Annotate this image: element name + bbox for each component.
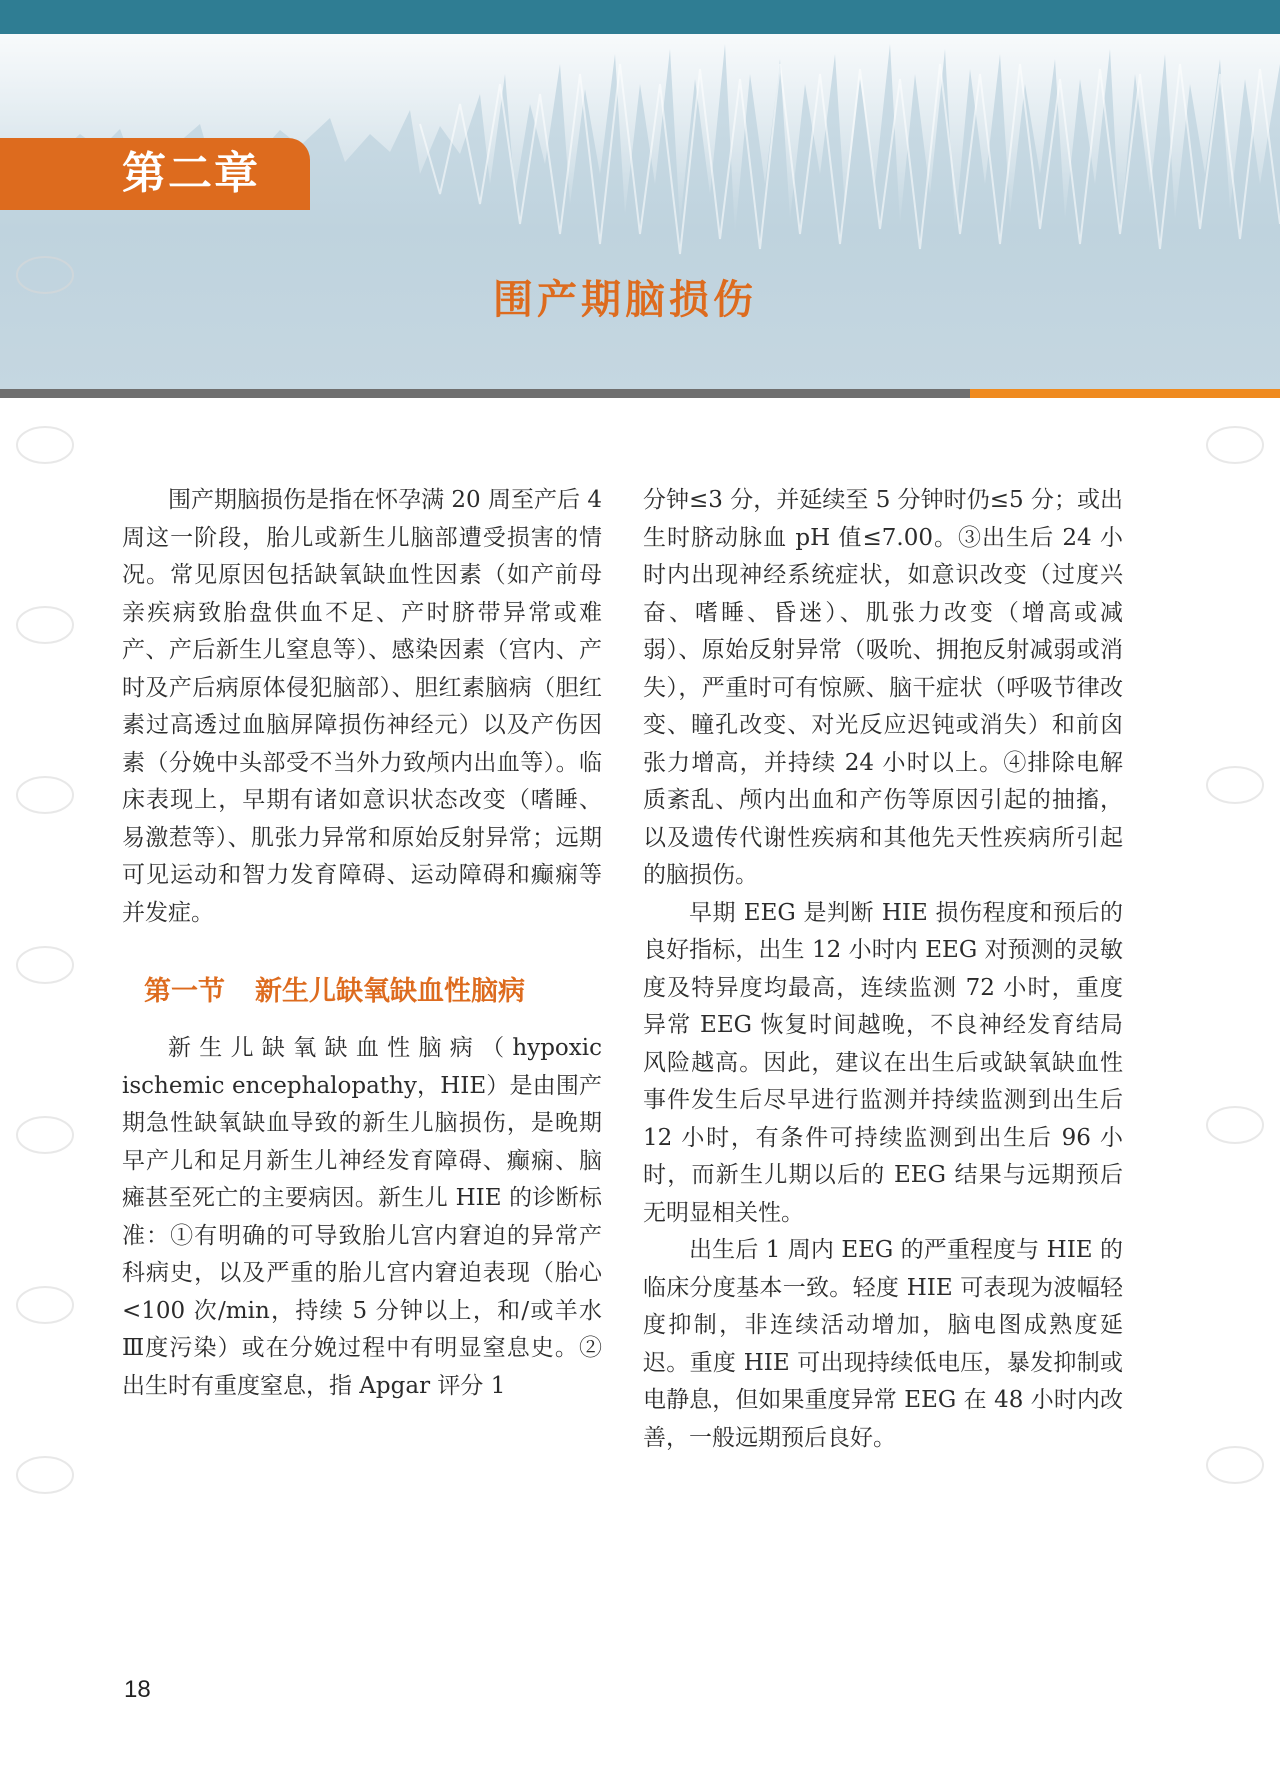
- diagnosis-continuation-paragraph: 分钟≤3 分，并延续至 5 分钟时仍≤5 分；或出生时脐动脉血 pH 值≤7.00。③出生后 24 小时内出现神经系统症状，如意识改变（过度兴奋、嗜睡、昏迷）、肌张力改变（增高或减弱）、原始反射异常（吸吮、拥抱反射减弱或消失），严重时可有惊厥、脑干症状（呼吸节律改变、瞳孔改变、对光反应迟钝或消失）和前囟张力增高，并持续 24 小时以上。④排除电解质紊乱、颅内出血和产伤等原因引起的抽搐，以及遗传代谢性疾病和其他先天性疾病所引起的脑损伤。: [643, 487, 1123, 888]
- top-color-bar: [0, 0, 1280, 34]
- right-text-column: [643, 482, 1123, 1457]
- page-number: 18: [124, 1676, 151, 1703]
- header-rule-orange: [970, 389, 1280, 398]
- section-number: 第一节: [144, 976, 225, 1007]
- section-heading: [144, 972, 602, 1012]
- left-text-column: [122, 482, 602, 1405]
- section-title: 新生儿缺氧缺血性脑病: [255, 976, 525, 1007]
- intro-paragraph: 围产期脑损伤是指在怀孕满 20 周至产后 4 周这一阶段，胎儿或新生儿脑部遭受损害的情况。常见原因包括缺氧缺血性因素（如产前母亲疾病致胎盘供血不足、产时脐带异常或难产、产后新生儿窒息等）、感染因素（宫内、产时及产后病原体侵犯脑部）、胆红素脑病（胆红素过高透过血脑屏障损伤神经元）以及产伤因素（分娩中头部受不当外力致颅内出血等）。临床表现上，早期有诸如意识状态改变（嗜睡、易激惹等）、肌张力异常和原始反射异常；远期可见运动和智力发育障碍、运动障碍和癫痫等并发症。: [122, 487, 602, 926]
- eeg-paragraph-1: 早期 EEG 是判断 HIE 损伤程度和预后的良好指标，出生 12 小时内 EEG 对预测的灵敏度及特异度均最高，连续监测 72 小时，重度异常 EEG 恢复时间越晚，不良神经发育结局风险越高。因此，建议在出生后或缺氧缺血性事件发生后尽早进行监测并持续监测到出生后 12 小时，有条件可持续监测到出生后 96 小时，而新生儿期以后的 EEG 结果与远期预后无明显相关性。: [643, 899, 1123, 1226]
- chapter-title: 围产期脑损伤: [493, 277, 757, 323]
- chapter-header-band: [0, 34, 1280, 390]
- eeg-waveform-decoration: [0, 34, 1280, 390]
- hie-definition-paragraph: 新生儿缺氧缺血性脑病（hypoxic ischemic encephalopathy，HIE）是由围产期急性缺氧缺血导致的新生儿脑损伤，是晚期早产儿和足月新生儿神经发育障碍、癫痫、脑瘫甚至死亡的主要病因。新生儿 HIE 的诊断标准：①有明确的可导致胎儿宫内窘迫的异常产科病史，以及严重的胎儿宫内窘迫表现（胎心<100 次/min，持续 5 分钟以上，和/或羊水Ⅲ度污染）或在分娩过程中有明显窒息史。②出生时有重度窒息，指 Apgar 评分 1: [122, 1035, 602, 1399]
- chapter-label-tab: 第二章: [0, 138, 310, 210]
- header-rule-grey: [0, 389, 970, 398]
- eeg-paragraph-2: 出生后 1 周内 EEG 的严重程度与 HIE 的临床分度基本一致。轻度 HIE 可表现为波幅轻度抑制，非连续活动增加，脑电图成熟度延迟。重度 HIE 可出现持续低电压，暴发抑制或电静息，但如果重度异常 EEG 在 48 小时内改善，一般远期预后良好。: [643, 1237, 1123, 1451]
